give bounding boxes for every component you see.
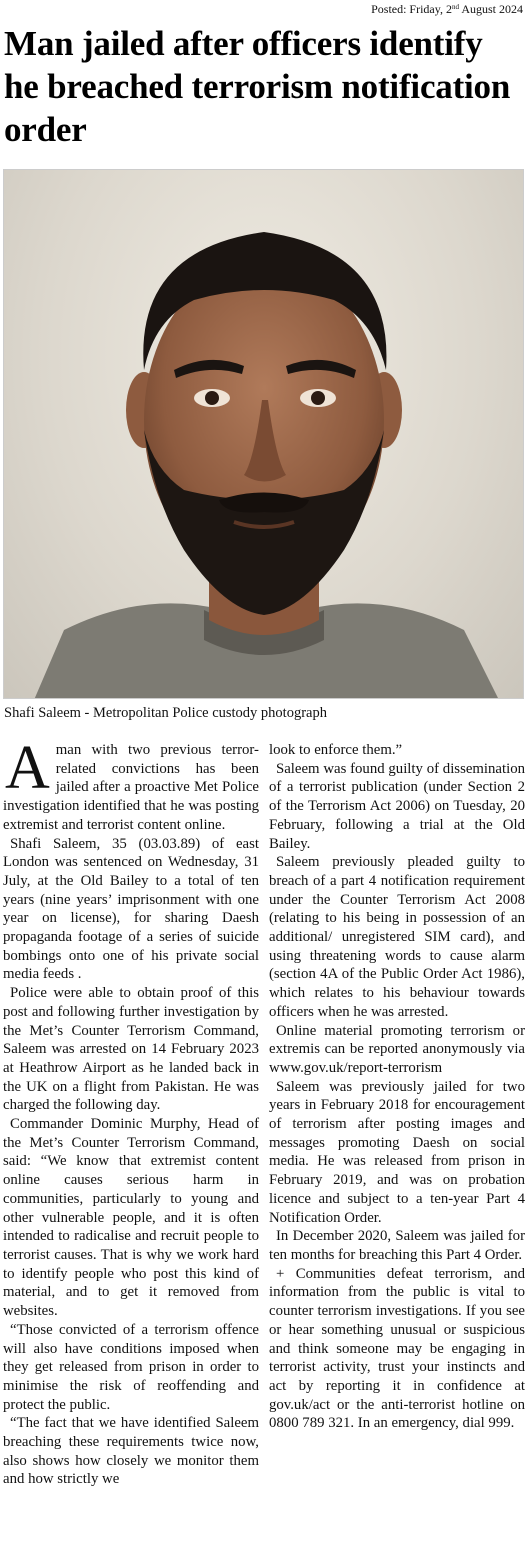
article-column-right <box>269 741 525 1433</box>
headline: Man jailed after officers identify he breached terrorism notification order <box>4 24 511 149</box>
article-paragraph: Shafi Saleem, 35 (03.03.89) of east London was sentenced on Wednesday, 31 July, at the Old Bailey to a total of ten years (nine years’ imprisonment with one year on license), for sharing Daesh propaganda footage of a series of suicide bombings onto one of his private social media feeds . <box>3 835 259 983</box>
article-paragraph: Online material promoting terrorism or extremis can be reported anonymously via www.gov.uk/report-terrorism <box>269 1022 525 1076</box>
custody-photo <box>3 169 524 699</box>
drop-cap: A <box>5 734 50 802</box>
article-paragraph: Saleem was previously jailed for two years in February 2018 for encouragement of terrorism after posting images and messages promoting Daesh on social media. He was released from prison in February 2019, and was on probation licence and subject to a ten-year Part 4 Notification Order. <box>269 1078 525 1226</box>
article-paragraph: “The fact that we have identified Saleem breaching these requirements twice now, also shows how closely we monitor them and how strictly we <box>3 1415 259 1488</box>
article-paragraph: look to enforce them.” <box>269 742 403 758</box>
posted-date: Posted: Friday, 2nd August 2024 <box>371 2 523 16</box>
article-paragraph: Saleem previously pleaded guilty to breach of a part 4 notification requirement under the Counter Terrorism Act 2008 (relating to his being in possession of an additional/ unregistered SIM card), and using threatening words to cause alarm (section 4A of the Public Order Act 1986), which relates to his behaviour towards officers when he was arrested. <box>269 854 525 1020</box>
article-paragraph: + Communities defeat terrorism, and information from the public is vital to counter terrorism investigations. If you see or hear something unusual or suspicious and think someone may be engaging in terrorist activity, trust your instincts and act by reporting it in confidence at gov.uk/act or the anti-terrorist hotline on 0800 789 321. In an emergency, dial 999. <box>269 1265 525 1432</box>
article-paragraph: Commander Dominic Murphy, Head of the Met’s Counter Terrorism Command, said: “We know that extremist content online causes serious harm in communities, particularly to young and other vulnerable people, and it is often intended to radicalise and recruit people to terrorist causes. That is why we work hard to identify people who post this kind of material, and to get it removed from websites. <box>3 1116 259 1320</box>
article-paragraph-1: Aman with two previous terror-related convictions has been jailed after a proactive Met Police investigation identified that he was posting extremist and terrorist content online. <box>3 734 259 833</box>
article-paragraph: Police were able to obtain proof of this post and following further investigation by the Met’s Counter Terrorism Command, Saleem was arrested on 14 February 2023 at Heathrow Airport as he landed back in the UK on a flight from Pakistan. He was charged the following day. <box>3 985 259 1114</box>
photo-caption: Shafi Saleem - Metropolitan Police custody photograph <box>4 705 327 721</box>
article-paragraph: In December 2020, Saleem was jailed for ten months for breaching this Part 4 Order. <box>269 1228 525 1263</box>
article-column-left <box>3 734 259 1489</box>
article-paragraph: “Those convicted of a terrorism offence will also have conditions imposed when they get released from prison in order to minimise the risk of reoffending and protect the public. <box>3 1321 259 1413</box>
article-paragraph: Saleem was found guilty of dissemination of a terrorist publication (under Section 2 of the Terrorism Act 2006) on Tuesday, 20 February, following a trial at the Old Bailey. <box>269 760 525 852</box>
